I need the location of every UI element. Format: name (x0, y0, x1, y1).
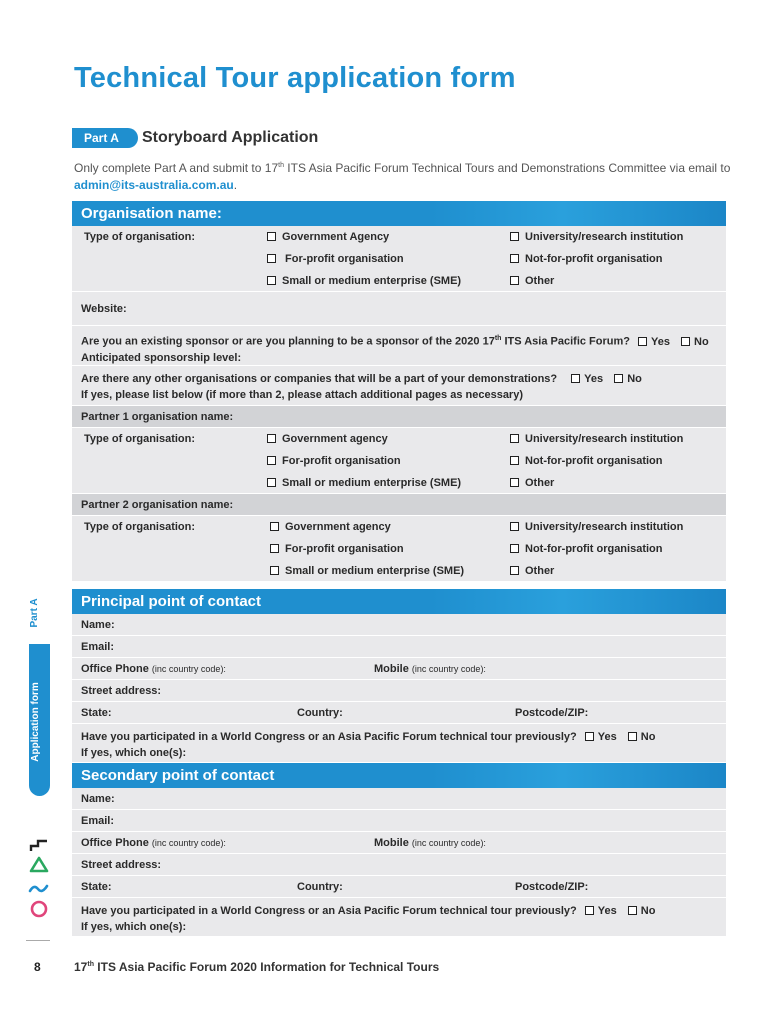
part-tag: Part A (72, 128, 138, 148)
principal-street-field[interactable]: Street address: (72, 680, 726, 702)
org-type-label: Type of organisation: (84, 231, 196, 243)
checkbox-icon (270, 566, 279, 575)
wave-icon (30, 886, 47, 891)
secondary-office-phone-field[interactable]: Office Phone (inc country code): (81, 836, 226, 849)
sponsor-no-checkbox[interactable]: No (681, 336, 713, 348)
partner2-type-group (72, 516, 726, 582)
checkbox-icon (270, 522, 279, 531)
checkbox-icon (628, 732, 637, 741)
partner1-type-group (72, 428, 726, 494)
side-form-label: Application form (30, 682, 41, 762)
org-government-checkbox[interactable]: Government Agency (267, 231, 389, 243)
org-university-checkbox[interactable]: University/research institution (510, 231, 683, 243)
checkbox-icon (270, 544, 279, 553)
page-title: Technical Tour application form (74, 62, 516, 94)
sponsor-question: Are you an existing sponsor or are you planning to be a sponsor of the 2020 17th ITS Asia Pacific Forum? Yes No Anticipated sponsorship level: (72, 326, 726, 366)
principal-country-field[interactable]: Country: (297, 706, 343, 719)
p1-forprofit-checkbox[interactable]: For-profit organisation (267, 455, 401, 467)
p1-other-checkbox[interactable]: Other (510, 477, 554, 489)
principal-no-checkbox[interactable]: No (628, 731, 660, 743)
p2-university-checkbox[interactable]: University/research institution (510, 521, 683, 533)
checkbox-icon (614, 374, 623, 383)
secondary-participated-question: Have you participated in a World Congress or an Asia Pacific Forum technical tour previously? Yes No If yes, which one(s): (72, 898, 726, 937)
principal-mobile-field[interactable]: Mobile (inc country code): (374, 662, 486, 675)
org-other-checkbox[interactable]: Other (510, 275, 554, 287)
checkbox-icon (267, 232, 276, 241)
partner2-type-label: Type of organisation: (84, 521, 196, 533)
p1-notforprofit-checkbox[interactable]: Not-for-profit organisation (510, 455, 662, 467)
checkbox-icon (267, 276, 276, 285)
checkbox-icon (267, 478, 276, 487)
page-number: 8 (34, 960, 41, 974)
secondary-email-field[interactable]: Email: (72, 810, 726, 832)
partners-question: Are there any other organisations or companies that will be a part of your demonstrations? Yes No If yes, please list below (if more than 2, please attach additional pages as necessary) (72, 366, 726, 406)
p1-government-checkbox[interactable]: Government agency (267, 433, 388, 445)
secondary-postcode-field[interactable]: Postcode/ZIP: (515, 880, 589, 893)
organisation-name-field[interactable]: Organisation name: (72, 201, 726, 226)
checkbox-icon (267, 254, 276, 263)
checkbox-icon (571, 374, 580, 383)
checkbox-icon (510, 544, 519, 553)
footer-text: 17th ITS Asia Pacific Forum 2020 Information for Technical Tours (74, 960, 440, 974)
principal-postcode-field[interactable]: Postcode/ZIP: (515, 706, 589, 719)
partners-no-checkbox[interactable]: No (614, 373, 646, 385)
partner1-name-field[interactable]: Partner 1 organisation name: (72, 406, 726, 428)
website-field[interactable]: Website: (72, 292, 726, 326)
p1-university-checkbox[interactable]: University/research institution (510, 433, 683, 445)
circle-icon (32, 902, 46, 916)
principal-name-field[interactable]: Name: (72, 614, 726, 636)
checkbox-icon (267, 434, 276, 443)
checkbox-icon (628, 906, 637, 915)
checkbox-icon (510, 456, 519, 465)
side-part-label: Part A (29, 598, 40, 628)
intro-text: Only complete Part A and submit to 17th ITS Asia Pacific Forum Technical Tours and Demonstrations Committee via email to admin@its-australia.com.au. (74, 161, 731, 192)
p2-forprofit-checkbox[interactable]: For-profit organisation (270, 543, 404, 555)
sponsorship-level-field[interactable]: Anticipated sponsorship level: (81, 351, 242, 364)
secondary-contact-header: Secondary point of contact (72, 763, 726, 788)
partner2-name-field[interactable]: Partner 2 organisation name: (72, 494, 726, 516)
secondary-mobile-field[interactable]: Mobile (inc country code): (374, 836, 486, 849)
partner1-type-label: Type of organisation: (84, 433, 196, 445)
steps-icon (31, 841, 47, 851)
secondary-no-checkbox[interactable]: No (628, 905, 660, 917)
secondary-location-row (72, 876, 726, 898)
triangle-icon (31, 858, 47, 871)
principal-which-field[interactable]: If yes, which one(s): (81, 747, 187, 759)
side-divider (26, 940, 50, 941)
principal-phone-row (72, 658, 726, 680)
org-notforprofit-checkbox[interactable]: Not-for-profit organisation (510, 253, 662, 265)
checkbox-icon (681, 337, 690, 346)
principal-office-phone-field[interactable]: Office Phone (inc country code): (81, 662, 226, 675)
checkbox-icon (510, 566, 519, 575)
p1-sme-checkbox[interactable]: Small or medium enterprise (SME) (267, 477, 461, 489)
secondary-which-field[interactable]: If yes, which one(s): (81, 921, 187, 933)
principal-yes-checkbox[interactable]: Yes (585, 731, 621, 743)
secondary-phone-row (72, 832, 726, 854)
checkbox-icon (267, 456, 276, 465)
principal-email-field[interactable]: Email: (72, 636, 726, 658)
application-form (72, 201, 726, 937)
secondary-state-field[interactable]: State: (81, 880, 112, 893)
checkbox-icon (510, 522, 519, 531)
partners-note: If yes, please list below (if more than 2, please attach additional pages as necessary) (81, 389, 523, 401)
org-sme-checkbox[interactable]: Small or medium enterprise (SME) (267, 275, 461, 287)
secondary-contact-section (72, 788, 726, 937)
checkbox-icon (510, 232, 519, 241)
principal-contact-header: Principal point of contact (72, 589, 726, 614)
checkbox-icon (510, 254, 519, 263)
p2-notforprofit-checkbox[interactable]: Not-for-profit organisation (510, 543, 662, 555)
organisation-type-group (72, 226, 726, 292)
part-heading: Storyboard Application (142, 129, 319, 146)
principal-contact-section (72, 614, 726, 763)
checkbox-icon (510, 276, 519, 285)
principal-participated-question: Have you participated in a World Congress or an Asia Pacific Forum technical tour previously? Yes No If yes, which one(s): (72, 724, 726, 763)
checkbox-icon (510, 434, 519, 443)
secondary-name-field[interactable]: Name: (72, 788, 726, 810)
checkbox-icon (585, 732, 594, 741)
checkbox-icon (510, 478, 519, 487)
email-link[interactable]: admin@its-australia.com.au (74, 178, 234, 192)
p2-other-checkbox[interactable]: Other (510, 565, 554, 577)
partners-yes-checkbox[interactable]: Yes (571, 373, 607, 385)
p2-sme-checkbox[interactable]: Small or medium enterprise (SME) (270, 565, 464, 577)
principal-location-row (72, 702, 726, 724)
sponsor-yes-checkbox[interactable]: Yes (638, 336, 674, 348)
checkbox-icon (585, 906, 594, 915)
checkbox-icon (638, 337, 647, 346)
secondary-street-field[interactable]: Street address: (72, 854, 726, 876)
secondary-country-field[interactable]: Country: (297, 880, 343, 893)
secondary-yes-checkbox[interactable]: Yes (585, 905, 621, 917)
principal-state-field[interactable]: State: (81, 706, 112, 719)
org-forprofit-checkbox[interactable]: For-profit organisation (267, 253, 404, 265)
decorative-shapes-icon (28, 838, 50, 920)
p2-government-checkbox[interactable]: Government agency (270, 521, 391, 533)
